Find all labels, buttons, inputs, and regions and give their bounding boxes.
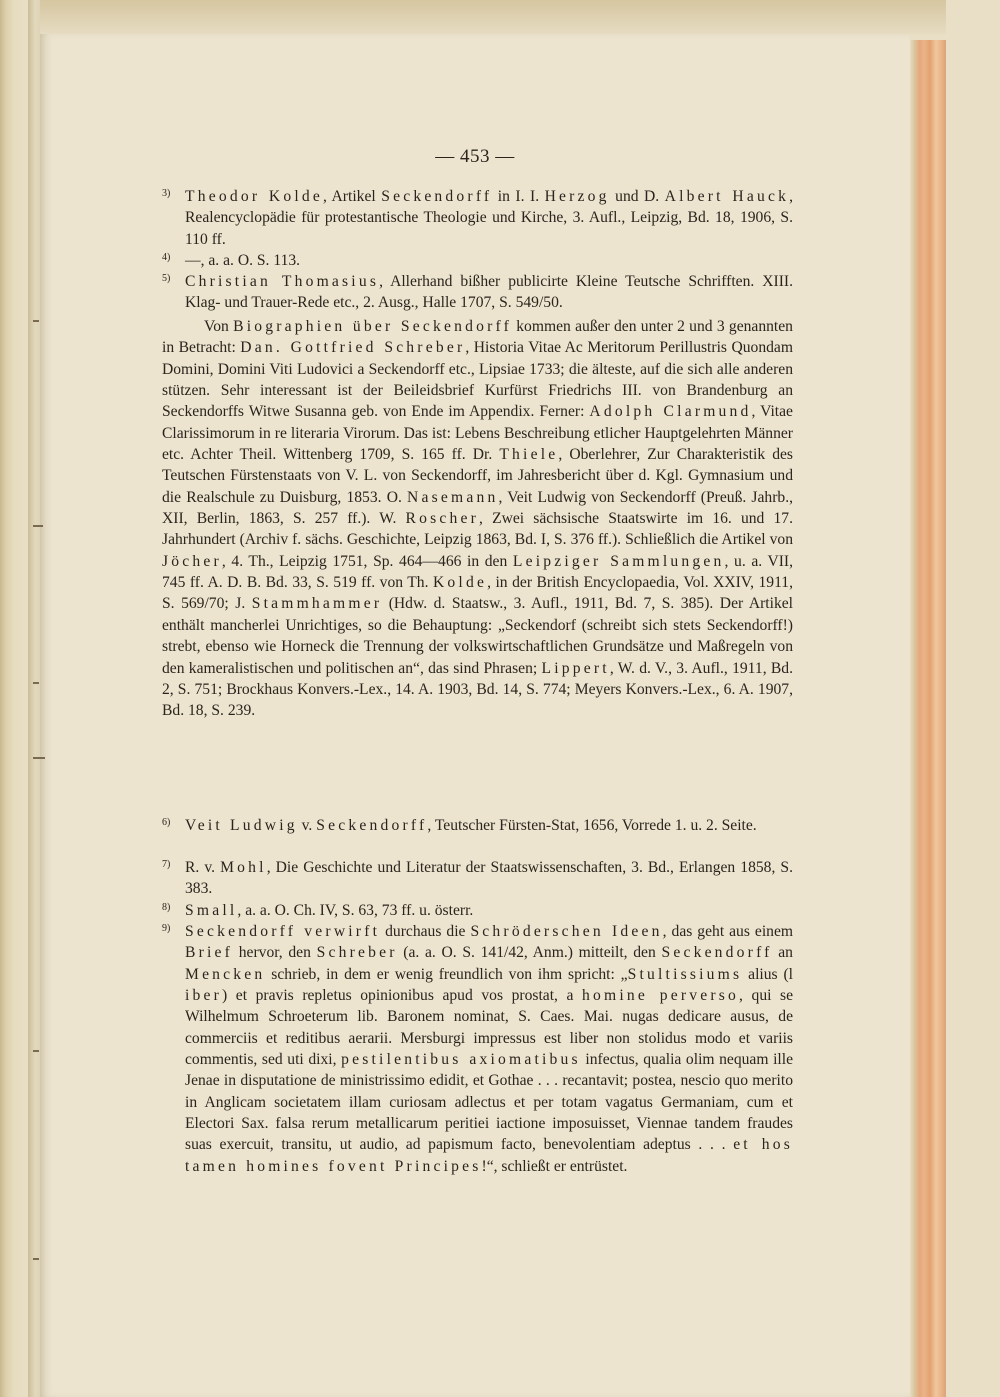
text-run: hervor, den [233,944,317,962]
footnote-mark: 8) [162,902,171,913]
text-run: Von [204,318,234,335]
spaced-name: Seckendorff verwirft [185,923,381,940]
text-run: ) et pravis repletus opinionibus apud vos prostat, a [222,987,582,1005]
footnote-mark: 9) [162,923,171,934]
footnote-mark: 3) [162,188,171,199]
text-run: —, a. a. O. S. 113. [185,252,301,269]
spaced-name: Mencken [185,965,266,983]
text-run: (a. a. O. S. 141/42, Anm.) mitteilt, den [397,944,662,962]
spaced-name: Seckendorff [316,817,428,834]
spaced-name: Stultissiums [627,965,743,983]
book-gutter [28,0,40,1397]
text-run: , qui se Wilhelmum Schroeterum lib. Baronem nominat, S. Caes. Mai. nugas dedicare ausus, de commerciis et reditibus aerarii. Mersburgi impressus est liber non stolidus modo et variis commentis, sed uti dixi, [185,987,794,1069]
text-run: R. v. [185,859,221,876]
text-run: , Historia Vitae Ac Meritorum Perillustris Quondam Domini, Domini Viti Ludovici a Seckendorff etc., Lipsiae 1733; die älteste, auf die sich alle anderen stützen. Sehr interessant ist der Beileidsbrief Kurfürst Friedrichs III. von Brandenburg an Seckendorffs Witwe Susanna geb. von Ende im Appendix. Ferner: [162,339,793,421]
text-run: , das geht aus einem [662,923,794,940]
spaced-name: Biographien über Seckendorff [233,318,512,335]
spaced-name: Albert Hauck [664,188,790,205]
text-run: kommen außer den unter 2 und 3 genannten in Betracht: [162,318,793,357]
text-run: , Veit Ludwig von Seckendorff (Preuß. Jahrb., XII, Berlin, 1863, S. 257 ff.). W. [162,488,793,528]
footnote-mark: 4) [162,252,171,263]
spaced-name: Stammhammer [251,595,383,613]
spaced-name: Thiele [499,446,559,464]
spaced-name: Kolde [432,574,488,592]
biography-paragraph [162,316,793,722]
spaced-name: Roscher [405,510,480,528]
text-run: , 4. Th., Leipzig 1751, Sp. 464—466 in den [221,552,513,570]
spaced-name: Adolph Clarmund [589,403,752,421]
spaced-name: et hos tamen homines fovent Principes [185,1136,793,1175]
text-run: , Oberlehrer, Zur Charakteristik des Teutschen Fürstenstaats von V. L. von Seckendorff, im Jahresbericht über d. Kgl. Gymnasium und die Realschule zu Duisburg, 1853. O. [162,446,793,506]
spaced-name: pestilentibus axiomatibus [341,1051,581,1069]
text-run: an [772,944,793,962]
footnote-9 [162,918,793,1177]
text-run: , Die Geschichte und Literatur der Staatswissenschaften, 3. Bd., Erlangen 1858, S. 383. [185,859,793,898]
spaced-name: Herzog [544,188,610,205]
spaced-name: Jöcher [162,552,222,570]
page-edge [910,40,946,1397]
spaced-name: Lippert [541,659,610,677]
footnote-3 [162,183,793,250]
footnote-5 [162,268,793,314]
text-run: schrieb, in dem er wenig freundlich von ihm spricht: „ [265,965,628,983]
text-run: alius (l [742,965,793,983]
footnote-mark: 5) [162,273,171,284]
text-run: , Zwei sächsische Staatswirte im 16. und 17. Jahrhundert (Archiv f. sächs. Geschichte, Leipzig 1863, Bd. I, S. 376 ff.). Schließlich die Artikel von [162,510,793,549]
text-run: infectus, qualia olim nequam ille Jenae in disputatione de ministrissimo edidit, et Gothae . . . recantavit; postea, nescio quo merito in Anglicam societatem illam curiosam adlectus et per totam vagatus Germaniam, cum et Electori Sax. falsa rerum metallicarum peritiei iactione imposuisset, Viennae tandem fraudes suas exercuit, transitu, ut audio, ad papismum facto, benevolentiam adeptus . . . [185,1051,793,1154]
text-run: , Artikel [323,188,382,205]
text-run: , u. a. VII, 745 ff. A. D. B. Bd. 33, S. 519 ff. von Th. [162,552,794,592]
text-run: durchaus die [380,923,471,940]
text-run: , Allerhand bißher publicirte Kleine Teutsche Schrifften. XIII. Klag- und Trauer-Rede etc., 2. Ausg., Halle 1707, S. 549/50. [185,273,793,312]
spaced-name: Schreber [316,944,398,962]
text-run: , W. d. V., 3. Aufl., 1911, Bd. 2, S. 751; Brockhaus Konvers.-Lex., 14. A. 1903, Bd. 14, S. 774; Meyers Konvers.-Lex., 6. A. 1907, Bd. 18, S. 239. [162,659,793,720]
spaced-name: Seckendorff [661,944,773,962]
spaced-name: Christian Thomasius [185,273,380,290]
spaced-name: Theodor Kolde [185,188,324,205]
text-run: (Hdw. d. Staatsw., 3. Aufl., 1911, Bd. 7, S. 385). Der Artikel enthält mancherlei Unrichtiges, so die Behauptung: „Seckendorf (schreibt sich stets Seckendorff!) strebt, ebenso wie Horneck die Trennung der volkswirtschaftlichen Grundsätze und Maßregeln von den kameralistischen und politischen an“, das sind Phrasen; [162,595,793,677]
text-run: und D. [609,188,665,205]
spaced-name: Seckendorff [381,188,493,205]
spaced-name: Brief [185,944,234,962]
spaced-name: Leipziger Sammlungen [512,552,725,570]
text-run: !“, schließt er entrüstet. [481,1157,628,1175]
spaced-name: Veit Ludwig [185,817,298,834]
text-run: in I. I. [492,188,545,205]
text-run: , in der British Encyclopaedia, Vol. XXIV, 1911, S. 569/70; J. [162,574,793,613]
spaced-name: iber [185,987,223,1005]
top-shadow [40,0,946,34]
footnote-mark: 6) [162,817,171,828]
page-number: — 453 — [435,146,515,167]
spaced-name: Mohl [220,859,267,876]
text-run: v. [297,817,317,834]
spaced-name: Small [185,902,238,919]
text-run: , Realencyclopädie für protestantische Theologie und Kirche, 3. Aufl., Leipzig, Bd. 18, 1906, S. 110 ff. [185,188,793,248]
spaced-name: homine perverso [582,987,740,1005]
spaced-name: Dan. Gottfried Schreber [240,339,466,357]
spaced-name: Schröderschen Ideen [470,923,663,940]
text-run: , a. a. O. Ch. IV, S. 63, 73 ff. u. österr. [237,902,474,919]
footnote-mark: 7) [162,859,171,870]
footnote-7 [162,854,793,900]
footnote-6 [162,812,793,836]
text-run: , Vitae Clarissimorum in re literaria Virorum. Das ist: Lebens Beschreibung etlicher Hauptgelehrten Männer etc. Achter Theil. Wittenberg 1709, S. 165 ff. Dr. [162,403,793,464]
text-run: , Teutscher Fürsten-Stat, 1656, Vorrede 1. u. 2. Seite. [427,817,757,834]
spaced-name: Nasemann [407,488,499,506]
